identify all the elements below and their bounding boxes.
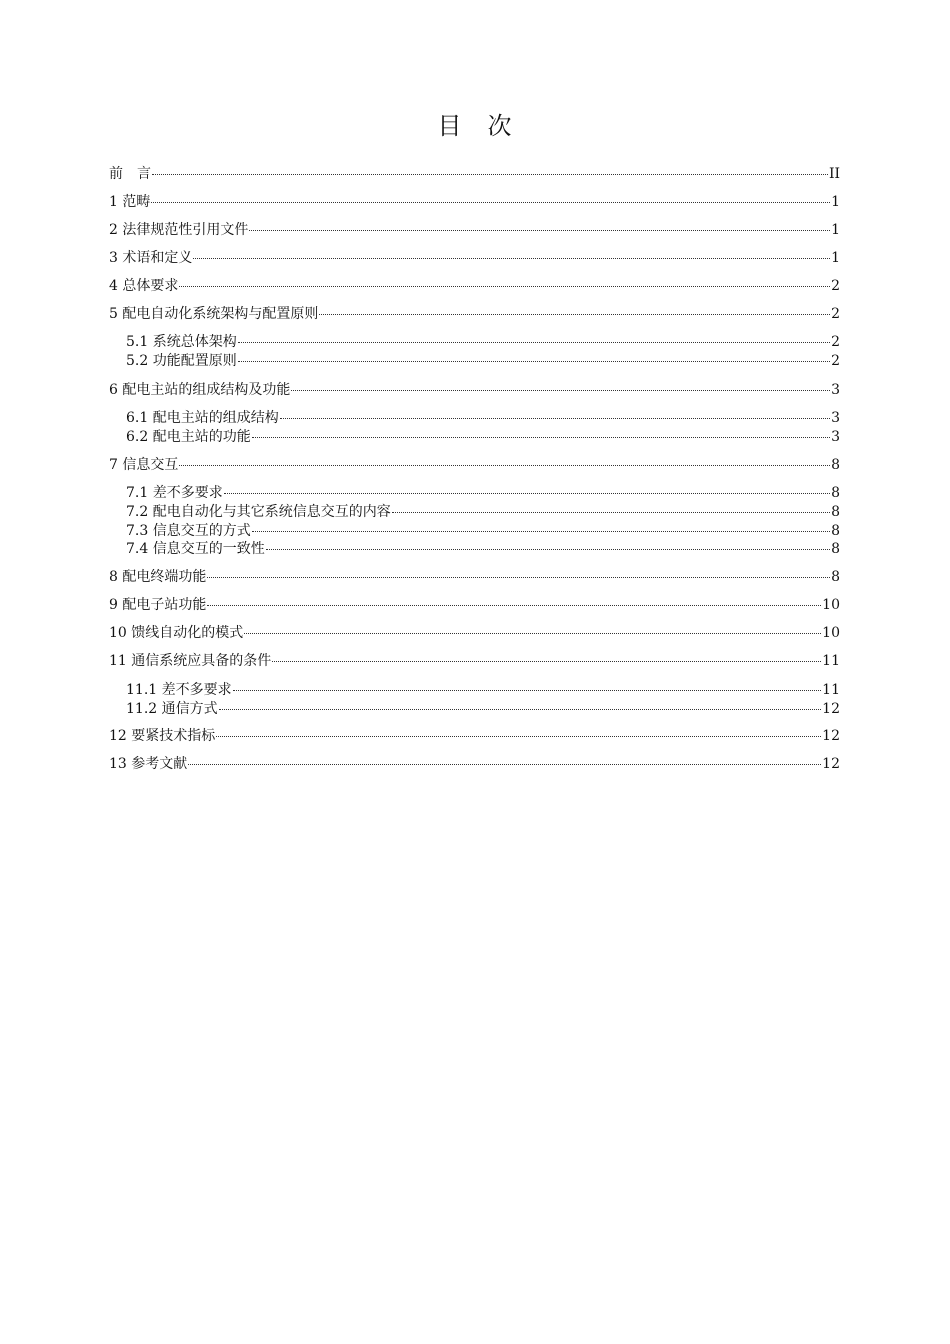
toc-page-number: 3 xyxy=(831,429,840,445)
toc-entry-label: 10 馈线自动化的模式 xyxy=(109,625,244,641)
toc-entry-label: 6 配电主站的组成结构及功能 xyxy=(109,382,291,398)
toc-entry-label: 9 配电子站功能 xyxy=(109,597,207,613)
toc-dot-leader xyxy=(319,314,830,315)
toc-page-number: 1 xyxy=(831,222,840,238)
toc-entry-label: 12 要紧技术指标 xyxy=(109,728,216,744)
toc-entry-label: 11 通信系统应具备的条件 xyxy=(109,653,272,669)
toc-page-number: 8 xyxy=(831,569,840,585)
toc-entry[interactable] xyxy=(109,568,840,586)
toc-entry[interactable] xyxy=(109,624,840,642)
toc-page-number: 12 xyxy=(822,728,840,744)
toc-subentry[interactable] xyxy=(126,540,840,558)
toc-page-number: 12 xyxy=(822,756,840,772)
toc-entry[interactable] xyxy=(109,221,840,239)
toc-dot-leader xyxy=(252,531,830,532)
toc-page-number: 2 xyxy=(831,306,840,322)
toc-entry-label: 6.1 配电主站的组成结构 xyxy=(126,410,279,426)
toc-dot-leader xyxy=(216,736,821,737)
toc-entry[interactable] xyxy=(109,305,840,323)
toc-entry-label: 7.2 配电自动化与其它系统信息交互的内容 xyxy=(126,504,391,520)
toc-page-number: 8 xyxy=(831,457,840,473)
toc-entry[interactable] xyxy=(109,652,840,670)
toc-subentry[interactable] xyxy=(126,409,840,427)
toc-entry-label: 1 范畴 xyxy=(109,194,151,210)
toc-page-number: 12 xyxy=(822,701,840,717)
toc-dot-leader xyxy=(272,661,821,662)
toc-dot-leader xyxy=(238,342,830,343)
toc-entry-label: 11.1 差不多要求 xyxy=(126,682,232,698)
toc-entry-label: 2 法律规范性引用文件 xyxy=(109,222,249,238)
toc-dot-leader xyxy=(188,764,821,765)
toc-page-number: 2 xyxy=(831,278,840,294)
toc-subentry[interactable] xyxy=(126,503,840,521)
toc-entry[interactable] xyxy=(109,596,840,614)
toc-subentry[interactable] xyxy=(126,428,840,446)
toc-dot-leader xyxy=(193,258,830,259)
toc-entry-label: 7 信息交互 xyxy=(109,457,179,473)
toc-entry[interactable] xyxy=(109,727,840,745)
toc-subentry[interactable] xyxy=(126,700,840,718)
toc-subentry[interactable] xyxy=(126,352,840,370)
toc-page-number: 3 xyxy=(831,382,840,398)
toc-dot-leader xyxy=(207,577,830,578)
toc-entry-label: 前 言 xyxy=(109,166,151,182)
toc-entry[interactable] xyxy=(109,193,840,211)
toc-page-number: 10 xyxy=(822,625,840,641)
toc-entry[interactable] xyxy=(109,456,840,474)
toc-dot-leader xyxy=(224,493,830,494)
toc-dot-leader xyxy=(252,437,830,438)
toc-dot-leader xyxy=(233,690,822,691)
toc-page-number: 11 xyxy=(822,653,840,669)
toc-entry-label: 5.2 功能配置原则 xyxy=(126,353,237,369)
toc-entry-label: 11.2 通信方式 xyxy=(126,701,218,717)
toc-page-number: 2 xyxy=(831,334,840,350)
toc-entry[interactable] xyxy=(109,165,840,183)
toc-entry-label: 6.2 配电主站的功能 xyxy=(126,429,251,445)
toc-entry-label: 4 总体要求 xyxy=(109,278,179,294)
toc-subentry[interactable] xyxy=(126,522,840,540)
toc-page-number: II xyxy=(828,166,840,182)
toc-entry-label: 13 参考文献 xyxy=(109,756,188,772)
toc-page-number: 8 xyxy=(831,523,840,539)
toc-subentry[interactable] xyxy=(126,484,840,502)
toc-subentry[interactable] xyxy=(126,333,840,351)
toc-subentry[interactable] xyxy=(126,681,840,699)
toc-entry-label: 7.4 信息交互的一致性 xyxy=(126,541,265,557)
toc-page-number: 1 xyxy=(831,194,840,210)
toc-entry-label: 3 术语和定义 xyxy=(109,250,193,266)
toc-page-number: 1 xyxy=(831,250,840,266)
toc-dot-leader xyxy=(238,361,830,362)
toc-entry[interactable] xyxy=(109,249,840,267)
toc-dot-leader xyxy=(291,390,830,391)
toc-title: 目 次 xyxy=(437,112,513,140)
toc-entry-label: 5.1 系统总体架构 xyxy=(126,334,237,350)
toc-entry[interactable] xyxy=(109,755,840,773)
toc-dot-leader xyxy=(219,709,822,710)
toc-dot-leader xyxy=(392,512,830,513)
toc-dot-leader xyxy=(249,230,830,231)
toc-page-number: 8 xyxy=(831,485,840,501)
toc-dot-leader xyxy=(151,202,830,203)
toc-dot-leader xyxy=(207,605,821,606)
toc-page-number: 8 xyxy=(831,504,840,520)
toc-entry-label: 7.3 信息交互的方式 xyxy=(126,523,251,539)
toc-dot-leader xyxy=(152,174,828,175)
toc-dot-leader xyxy=(244,633,821,634)
toc-page-number: 8 xyxy=(831,541,840,557)
toc-dot-leader xyxy=(179,465,830,466)
toc-dot-leader xyxy=(280,418,830,419)
toc-page-number: 10 xyxy=(822,597,840,613)
toc-entry-label: 8 配电终端功能 xyxy=(109,569,207,585)
toc-entry-label: 7.1 差不多要求 xyxy=(126,485,223,501)
toc-page-number: 3 xyxy=(831,410,840,426)
toc-page-number: 11 xyxy=(822,682,840,698)
toc-entry-label: 5 配电自动化系统架构与配置原则 xyxy=(109,306,319,322)
toc-entry[interactable] xyxy=(109,277,840,295)
toc-page-number: 2 xyxy=(831,353,840,369)
toc-entry[interactable] xyxy=(109,381,840,399)
toc-dot-leader xyxy=(179,286,830,287)
toc-dot-leader xyxy=(266,549,830,550)
